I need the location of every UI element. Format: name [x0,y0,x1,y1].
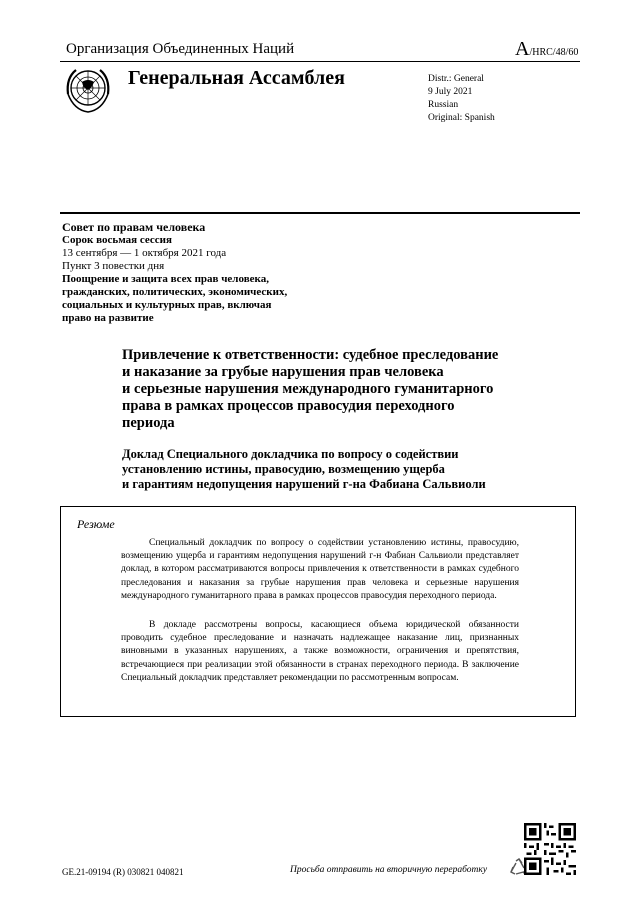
distr-language: Russian [428,100,459,110]
council-item: Пункт 3 повестки дня [62,260,165,272]
council-name: Совет по правам человека [62,220,206,234]
distribution-block [428,73,495,125]
assembly-title: Генеральная Ассамблея [128,67,345,89]
summary-text: В докладе рассмотрены вопросы, касающиеся объема юридической обязанности проводить судебное преследование и назначать надлежащее наказание лиц, признанных виновными в указанных нарушениях, а также возможности, ограничения и препятствия, встречающиеся при реализации этой обязанности в странах переходного периода. В заключение Специальный докладчик представляет рекомендации по рассмотренным вопросам. [121,620,519,683]
council-block [62,221,302,325]
report-line: установлению истины, правосудию, возмещению ущерба [122,462,445,476]
header-rule [60,61,580,62]
title-line: права в рамках процессов правосудия переходного [122,398,455,414]
distr-original: Original: Spanish [428,113,495,123]
qr-code-icon [524,823,576,875]
council-session: Сорок восьмая сессия [62,234,172,246]
title-line: и наказание за грубые нарушения прав человека [122,364,444,380]
summary-paragraph-1 [121,537,519,603]
summary-paragraph-2 [121,619,519,685]
document-number: GE.21-09194 (R) 030821 040821 [62,867,184,877]
report-subtitle [122,447,542,492]
item-title-line: Поощрение и защита всех прав человека, [62,273,269,285]
title-line: периода [122,415,175,431]
distr-date: 9 July 2021 [428,87,473,97]
organization-name: Организация Объединенных Наций [66,41,295,57]
report-line: и гарантиям недопущения нарушений г-на Фабиана Сальвиоли [122,477,486,491]
item-title-line: социальных и культурных прав, включая [62,299,272,311]
summary-heading: Резюме [77,517,115,531]
section-rule [60,212,580,214]
summary-text: Специальный докладчик по вопросу о содействии установлению истины, правосудию, возмещению ущерба и гарантиям недопущения нарушений г-н Фабиан Сальвиоли представляет доклад, в котором рассматриваются вопросы привлечения к ответственности в рамках судебного преследования и наказания за грубые нарушения прав человека и серьезные нарушения международного гуманитарного права в рамках процессов правосудия переходного периода. [121,538,519,601]
title-line: Привлечение к ответственности: судебное преследование [122,347,499,363]
item-title-line: гражданских, политических, экономических, [62,286,288,298]
symbol-rest: /HRC/48/60 [529,47,579,58]
distr-line: Distr.: General [428,74,484,84]
title-line: и серьезные нарушения международного гуманитарного [122,381,494,397]
council-dates: 13 сентября — 1 октября 2021 года [62,247,227,259]
report-line: Доклад Специального докладчика по вопросу о содействии [122,447,459,461]
item-title-line: право на развитие [62,312,154,324]
document-symbol [515,38,578,61]
recycle-note: Просьба отправить на вторичную переработку [290,865,488,875]
document-title [122,347,522,432]
summary-box [60,506,576,717]
symbol-prefix: A [515,38,530,60]
un-emblem-icon [62,64,114,116]
